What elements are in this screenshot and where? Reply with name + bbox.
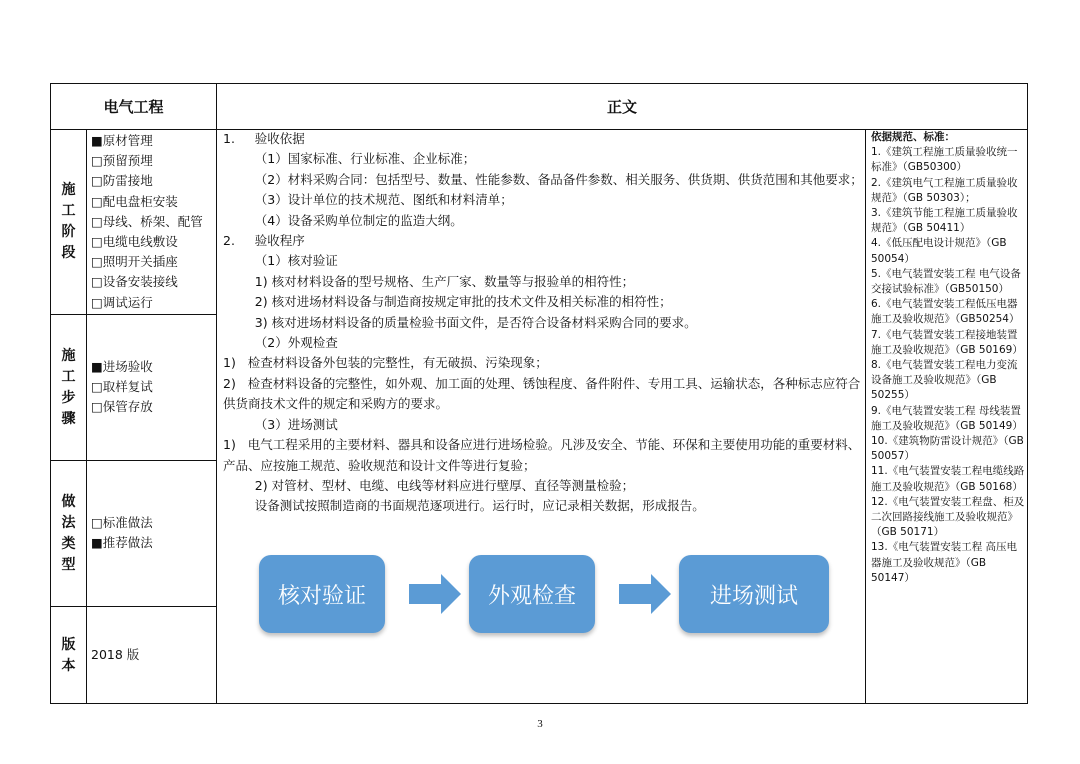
row-label-method: 做法类型 — [61, 493, 76, 573]
divider-label-col — [86, 129, 87, 704]
body-line: 2. 验收程序 — [223, 233, 305, 249]
body-line: 设备测试按照制造商的书面规范逐项进行。运行时，应记录相关数据，形成报告。 — [223, 498, 705, 514]
spec-table — [50, 83, 1028, 704]
body-line: 2) 对管材、型材、电缆、电线等材料应进行壁厚、直径等测量检验； — [223, 477, 635, 493]
page-number: 3 — [537, 718, 543, 730]
option-item[interactable]: ■原材管理 — [91, 133, 153, 148]
body-line: （3）设计单位的技术规范、图纸和材料清单； — [223, 192, 513, 208]
row-label-stage: 施工阶段 — [61, 182, 76, 261]
reference-item: 1.《建筑工程施工质量验收统一标准》（GB50300） — [871, 146, 1018, 174]
flow-step-verify: 核对验证 — [259, 555, 385, 633]
reference-title: 依据规范、标准： — [871, 131, 955, 143]
body-line: （4）设备采购单位制定的监造大纲。 — [223, 212, 463, 228]
option-item[interactable]: □保管存放 — [91, 399, 153, 415]
reference-item: 11.《电气装置安装工程电缆线路施工及验收规范》（GB 50168） — [871, 465, 1025, 493]
step-options — [91, 357, 153, 418]
flow-step-test: 进场测试 — [679, 555, 829, 633]
reference-item: 2.《建筑电气工程施工质量验收规范》（GB 50303）； — [871, 176, 1018, 204]
divider-left-col — [216, 84, 217, 704]
reference-item: 12.《电气装置安装工程盘、柜及二次回路接线施工及验收规范》（GB 50171） — [871, 495, 1025, 539]
option-item[interactable]: □调试运行 — [91, 294, 153, 310]
option-item[interactable]: ■进场验收 — [91, 359, 153, 374]
header-left-title: 电气工程 — [103, 98, 164, 116]
body-line: （1）核对验证 — [223, 253, 338, 269]
reference-item: 4.《低压配电设计规范》（GB 50054） — [871, 237, 1007, 265]
body-line: 1) 电气工程采用的主要材料、器具和设备应进行进场检验。凡涉及安全、节能、环保和主要使用功能的重要材料、产品、应按施工规范、验收规范和设计文件等进行复验； — [223, 437, 861, 473]
option-item[interactable]: □设备安装接线 — [91, 274, 178, 290]
reference-item: 9.《电气装置安装工程 母线装置施工及验收规范》（GB 50149） — [871, 404, 1023, 432]
body-line: （2）外观检查 — [223, 335, 338, 351]
arrow-right-icon — [409, 574, 469, 614]
body-line: 1. 验收依据 — [223, 131, 305, 146]
version-text: 2018 版 — [91, 647, 140, 662]
reference-item: 8.《电气装置安装工程电力变流设备施工及验收规范》（GB 50255） — [871, 359, 1018, 402]
body-line: （1）国家标准、行业标准、企业标准； — [223, 151, 476, 167]
body-line: （3）进场测试 — [223, 416, 338, 432]
option-item[interactable]: ■推荐做法 — [91, 535, 153, 551]
reference-item: 6.《电气装置安装工程低压电器施工及验收规范》（GB50254） — [871, 298, 1020, 326]
body-line: 3) 核对进场材料设备的质量检验书面文件，是否符合设备材料采购合同的要求。 — [223, 314, 697, 330]
version-value — [91, 645, 139, 665]
reference-item: 13.《电气装置安装工程 高压电器施工及验收规范》（GB 50147） — [871, 541, 1018, 584]
reference-item: 5.《电气装置安装工程 电气设备交接试验标准》（GB50150） — [871, 267, 1021, 296]
option-item[interactable]: □取样复试 — [91, 379, 153, 395]
body-line: 1) 核对材料设备的型号规格、生产厂家、数量等与报验单的相符性； — [223, 273, 635, 289]
main-body — [223, 129, 863, 517]
option-item[interactable]: □照明开关插座 — [91, 254, 178, 270]
option-item[interactable]: □母线、桥架、配管 — [91, 213, 203, 229]
flow-step-inspect: 外观检查 — [469, 555, 595, 633]
body-line: 2) 核对进场材料设备与制造商按规定审批的技术文件及相关标准的相符性； — [223, 294, 672, 310]
header-main-title: 正文 — [606, 98, 637, 116]
option-item[interactable]: □标准做法 — [91, 515, 153, 530]
reference-item: 7.《电气装置安装工程接地装置施工及验收规范》（GB 50169） — [871, 328, 1023, 356]
option-item[interactable]: □预留预埋 — [91, 153, 153, 169]
body-line: 2) 检查材料设备的完整性，如外观、加工面的处理、锈蚀程度、备件附件、专用工具、运输状态，各种标志应符合供货商技术文件的规定和采购方的要求。 — [223, 375, 861, 412]
arrow-right-icon — [619, 574, 679, 614]
body-line: （2）材料采购合同：包括型号、数量、性能参数、备品备件参数、相关服务、供货期、供货范围和其他要求； — [223, 171, 863, 187]
option-item[interactable]: □配电盘柜安装 — [91, 193, 178, 209]
stage-options — [91, 131, 203, 313]
option-item[interactable]: □电缆电线敷设 — [91, 234, 178, 250]
option-item[interactable]: □防雷接地 — [91, 173, 153, 189]
method-options — [91, 513, 153, 553]
row-label-version: 版本 — [61, 636, 76, 674]
reference-list — [871, 130, 1026, 586]
reference-item: 3.《建筑节能工程施工质量验收规范》（GB 50411） — [871, 207, 1018, 235]
body-line: 1) 检查材料设备外包装的完整性，有无破损、污染现象； — [223, 355, 548, 371]
reference-item: 10.《建筑物防雷设计规范》（GB 50057） — [871, 435, 1024, 463]
row-label-steps: 施工步骤 — [61, 347, 76, 427]
divider-refs-col — [865, 129, 866, 704]
